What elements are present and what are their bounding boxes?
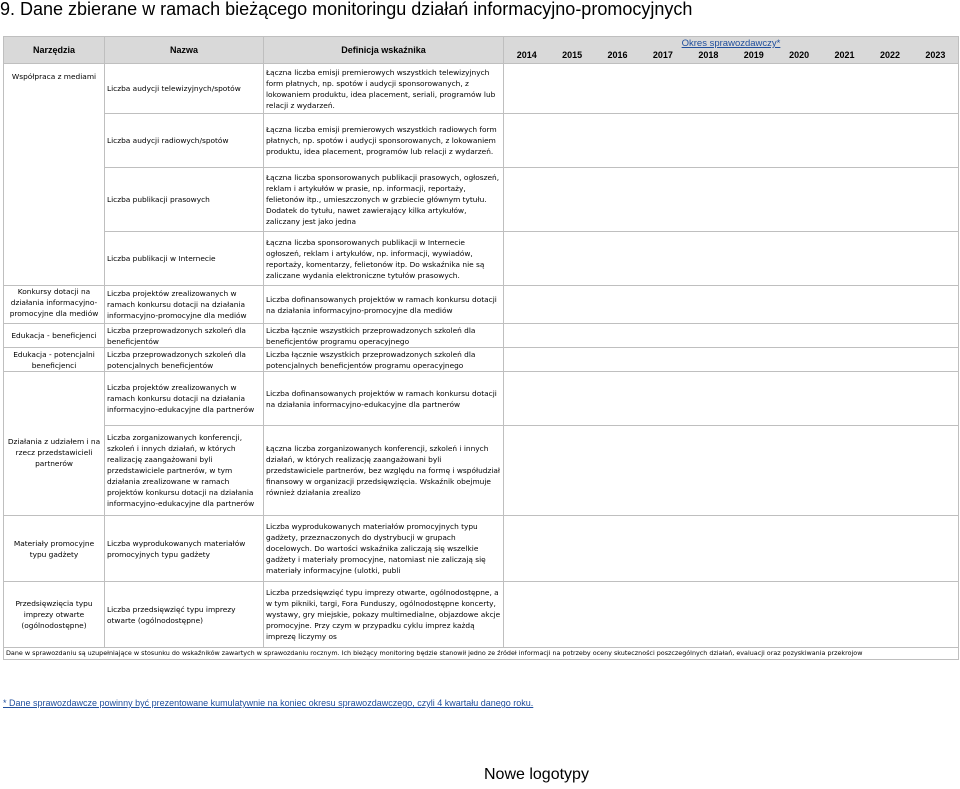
year-2014: 2014 [516, 50, 537, 60]
indicator-name: Liczba wyprodukowanych materiałów promocyjnych typu gadżety [105, 516, 264, 582]
header-name: Nazwa [105, 37, 264, 64]
year-2015: 2015 [562, 50, 583, 60]
indicator-definition: Liczba przedsięwzięć typu imprezy otwarte, ogólnodostępne, a w tym pikniki, targi, Fora Funduszy, ogólnodostępne koncerty, wystawy, gry miejskie, pokazy multimedialne, objazdowe akcje promocyjne. Przy czym w przypadku cyklu imprez każdą imprezę liczymy os [264, 582, 504, 648]
table-row [4, 516, 959, 582]
table-row [4, 426, 959, 516]
period-values [504, 582, 959, 648]
tool-label: Przedsięwzięcia typu imprezy otwarte (ogólnodostępne) [4, 582, 105, 648]
period-values [504, 64, 959, 114]
indicator-name: Liczba projektów zrealizowanych w ramach konkursu dotacji na działania informacyjno-promocyjne dla mediów [105, 286, 264, 324]
header-period [504, 37, 959, 64]
indicator-name: Liczba publikacji prasowych [105, 168, 264, 232]
header-definition: Definicja wskaźnika [264, 37, 504, 64]
table-row [4, 324, 959, 348]
period-values [504, 168, 959, 232]
footnote-text: Dane w sprawozdaniu są uzupełniające w stosunku do wskaźników zawartych w sprawozdaniu rocznym. Ich bieżący monitoring będzie stanowił jedno ze źródeł informacji na potrzeby oceny skuteczności poszczególnych działań, evaluacji oraz pozyskiwania przekrojow [4, 648, 959, 660]
table-row [4, 168, 959, 232]
year-2022: 2022 [879, 50, 900, 60]
indicator-name: Liczba audycji radiowych/spotów [105, 114, 264, 168]
tool-cell [4, 64, 105, 286]
indicator-definition: Liczba wyprodukowanych materiałów promocyjnych typu gadżety, przeznaczonych do dystrybucji w grupach docelowych. Do wartości wskaźnika zaliczają się wszelkie gadżety i materiały promocyjne, natomiast nie zaliczają się materiały informacyjne (ulotki, publi [264, 516, 504, 582]
indicator-name: Liczba publikacji w Internecie [105, 232, 264, 286]
indicator-definition: Łączna liczba sponsorowanych publikacji w Internecie ogłoszeń, reklam i artykułów, np. informacji, wywiadów, reportaży, komentarzy, felietonów itp. Do wskaźnika nie są zaliczane wydania elektroniczne tytułów prasowych. [264, 232, 504, 286]
tool-label: Edukacja - beneficjenci [4, 324, 105, 348]
tool-cell [4, 372, 105, 516]
period-values [504, 426, 959, 516]
table-row [4, 582, 959, 648]
year-2019: 2019 [743, 50, 764, 60]
table-row [4, 64, 959, 114]
year-columns [504, 50, 958, 61]
period-values [504, 232, 959, 286]
tool-label: Edukacja - potencjalni beneficjenci [4, 348, 105, 372]
table-row [4, 232, 959, 286]
tool-label: Materiały promocyjne typu gadżety [4, 516, 105, 582]
footnote-row [4, 648, 959, 660]
indicator-definition: Łączna liczba sponsorowanych publikacji prasowych, ogłoszeń, reklam i artykułów w prasie, np. informacji, reportaży, felietonów itp., umieszczonych w grzbiecie głównym tytułu. Dodatek do tytułu, nawet zawierający kilka artykułów, zaliczany jest jako jedna [264, 168, 504, 232]
year-2017: 2017 [652, 50, 673, 60]
new-logos-label: Nowe logotypy [484, 766, 589, 783]
period-values [504, 286, 959, 324]
header-tools: Narzędzia [4, 37, 105, 64]
page-title: 9. Dane zbierane w ramach bieżącego monitoringu działań informacyjno-promocyjnych [0, 0, 693, 19]
table-row [4, 372, 959, 426]
indicator-definition: Liczba łącznie wszystkich przeprowadzonych szkoleń dla potencjalnych beneficjentów programu operacyjnego [264, 348, 504, 372]
period-values [504, 372, 959, 426]
year-2016: 2016 [607, 50, 628, 60]
indicator-name: Liczba przeprowadzonych szkoleń dla potencjalnych beneficjentów [105, 348, 264, 372]
cumulative-note: * Dane sprawozdawcze powinny być prezentowane kumulatywnie na koniec okresu sprawozdawczego, czyli 4 kwartału danego roku. [3, 698, 534, 708]
reporting-period-link[interactable]: Okres sprawozdawczy* [681, 38, 781, 49]
table-row [4, 348, 959, 372]
indicator-name: Liczba przedsięwzięć typu imprezy otwarte (ogólnodostępne) [105, 582, 264, 648]
tool-label: Współpraca z mediami [11, 71, 97, 81]
tool-label: Konkursy dotacji na działania informacyjno-promocyjne dla mediów [4, 286, 105, 324]
header-row [4, 37, 959, 64]
period-values [504, 114, 959, 168]
period-values [504, 348, 959, 372]
indicator-name: Liczba projektów zrealizowanych w ramach konkursu dotacji na działania informacyjno-edukacyjne dla partnerów [105, 372, 264, 426]
indicator-name: Liczba przeprowadzonych szkoleń dla beneficjentów [105, 324, 264, 348]
table-row [4, 114, 959, 168]
year-2018: 2018 [698, 50, 719, 60]
indicator-definition: Łączna liczba emisji premierowych wszystkich telewizyjnych form płatnych, np. spotów i audycji sponsorowanych, z lokowaniem produktu, idea placement, seriali, programów lub relacji z wydarzeń. [264, 64, 504, 114]
indicator-definition: Łączna liczba zorganizowanych konferencji, szkoleń i innych działań, w których realizację zaangażowani byli przedstawiciele partnerów, bez względu na formę i współudział finansowy w organizacji przedsięwzięcia. Wskaźnik obejmuje również działania zrealizo [264, 426, 504, 516]
indicator-definition: Liczba dofinansowanych projektów w ramach konkursu dotacji na działania informacyjno-edukacyjne dla partnerów [264, 372, 504, 426]
period-values [504, 516, 959, 582]
year-2021: 2021 [834, 50, 855, 60]
indicator-name: Liczba audycji telewizyjnych/spotów [105, 64, 264, 114]
period-values [504, 324, 959, 348]
table-row [4, 286, 959, 324]
indicator-definition: Liczba dofinansowanych projektów w ramach konkursu dotacji na działania informacyjno-promocyjne dla mediów [264, 286, 504, 324]
indicator-name: Liczba zorganizowanych konferencji, szkoleń i innych działań, w których realizację zaangażowani byli przedstawiciele partnerów, w tym działania zrealizowane w ramach projektów konkursu dotacji na działania informacyjno-edukacyjne dla partnerów [105, 426, 264, 516]
year-2020: 2020 [789, 50, 810, 60]
tool-label: Działania z udziałem i na rzecz przedstawicieli partnerów [7, 437, 101, 468]
year-2023: 2023 [925, 50, 946, 60]
indicator-definition: Liczba łącznie wszystkich przeprowadzonych szkoleń dla beneficjentów programu operacyjnego [264, 324, 504, 348]
indicator-definition: Łączna liczba emisji premierowych wszystkich radiowych form płatnych, np. spotów i audycji sponsorowanych, z lokowaniem produktu, idea placement, programów lub relacji z wydarzeń. [264, 114, 504, 168]
monitoring-table [3, 36, 959, 660]
